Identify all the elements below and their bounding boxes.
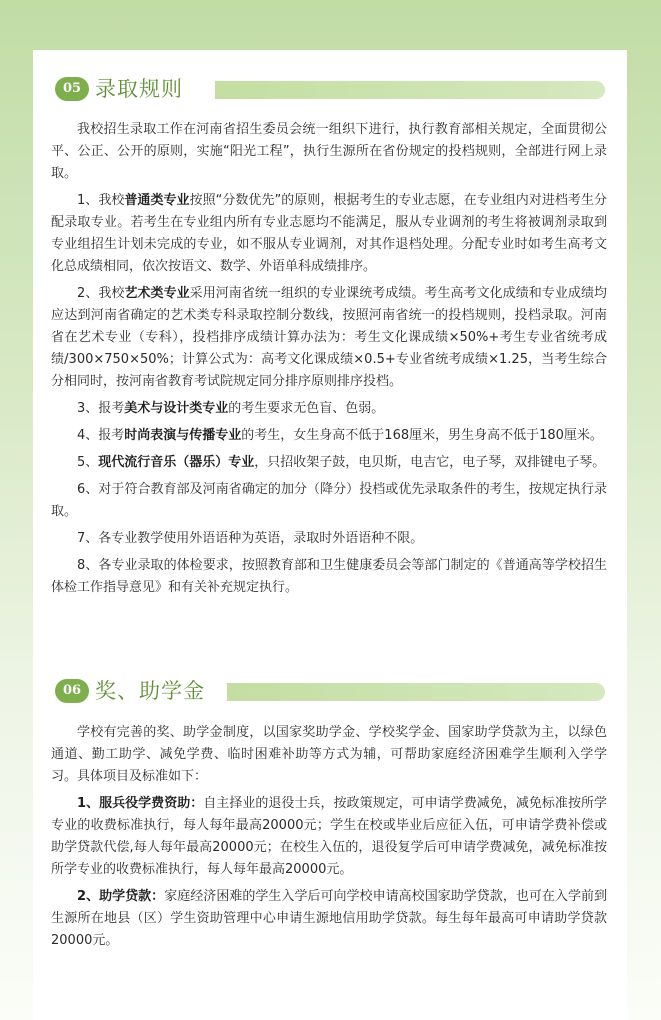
paragraph: [51, 190, 607, 278]
paragraph: [51, 119, 607, 185]
paragraph-text: 5、: [77, 455, 99, 470]
section-header-bar: [227, 683, 605, 701]
paragraph: [51, 452, 607, 474]
paragraph: [51, 398, 607, 420]
emphasis-text: 1、服兵役学费资助：: [77, 796, 204, 811]
paragraph-text: 4、报考: [77, 428, 125, 443]
emphasis-text: 现代流行音乐（器乐）专业: [98, 455, 255, 470]
paragraph-text: 7、各专业教学使用外语语种为英语，录取时外语语种不限。: [77, 531, 424, 546]
section-header-scholarships: [55, 676, 605, 706]
emphasis-text: 2、助学贷款：: [77, 889, 165, 904]
paragraph: [51, 886, 607, 952]
paragraph-text: 自主择业的退役士兵，按政策规定，可申请学费减免，减免标准按所学专业的收费标准执行，每人每年最高20000元；学生在校或毕业后应征入伍，可申请学费补偿或助学贷款代偿,每人每年最高20000元；在校生入伍的，退役复学后可申请学费减免，减免标准按所学专业的收费标准执行，每人每年最高20000元。: [51, 796, 607, 877]
paragraph-text: 的考生要求无色盲、色弱。: [228, 401, 385, 416]
paragraph: [51, 479, 607, 523]
paragraph: [51, 555, 607, 599]
paragraph: [51, 528, 607, 550]
paragraph-text: 8、各专业录取的体检要求，按照教育部和卫生健康委员会等部门制定的《普通高等学校招生体检工作指导意见》和有关补充规定执行。: [51, 558, 607, 595]
section-number-badge: 06: [55, 679, 89, 703]
emphasis-text: 普通类专业: [124, 193, 190, 208]
paragraph-text: 采用河南省统一组织的专业课统考成绩。考生高考文化成绩和专业成绩均应达到河南省确定的艺术类专科录取控制分数线，按照河南省统一的投档规则，投档录取。河南省在艺术专业（专科），投档排序成绩计算办法为：考生文化课成绩×50%+考生专业省统考成绩/300×750×50%；计算公式为：高考文化课成绩×0.5+专业省统考成绩×1.25，当考生综合分相同时，按河南省教育考试院规定同分排序原则排序投档。: [51, 286, 607, 389]
scholarships-body: [51, 722, 607, 957]
section-title: 录取规则: [95, 77, 183, 101]
paragraph: [51, 722, 607, 788]
paragraph-text: 3、报考: [77, 401, 125, 416]
paragraph: [51, 283, 607, 393]
section-title: 奖、助学金: [95, 679, 205, 703]
emphasis-text: 时尚表演与传播专业: [124, 428, 242, 443]
paragraph: [51, 425, 607, 447]
paragraph-text: 6、对于符合教育部及河南省确定的加分（降分）投档或优先录取条件的考生，按规定执行录取。: [51, 482, 607, 519]
admission-rules-body: [51, 119, 607, 604]
paragraph-text: 学校有完善的奖、助学金制度，以国家奖助学金、学校奖学金、国家助学贷款为主，以绿色通道、勤工助学、减免学费、临时困难补助等方式为辅，可帮助家庭经济困难学生顺利入学学习。具体项目及标准如下：: [51, 725, 607, 784]
paragraph-text: 按照“分数优先”的原则，根据考生的专业志愿，在专业组内对进档考生分配录取专业。若考生在专业组内所有专业志愿均不能满足，服从专业调剂的考生将被调剂录取到专业组招生计划未完成的专业，如不服从专业调剂，对其作退档处理。分配专业时如考生高考文化总成绩相同，依次按语文、数学、外语单科成绩排序。: [51, 193, 607, 274]
content-card: [33, 50, 627, 1020]
section-header-bar: [215, 81, 605, 99]
section-header-admission-rules: [55, 74, 605, 104]
paragraph-text: 家庭经济困难的学生入学后可向学校申请高校国家助学贷款，也可在入学前到生源所在地县（区）学生资助管理中心申请生源地信用助学贷款。每生每年最高可申请助学贷款20000元。: [51, 889, 607, 948]
section-number-badge: 05: [55, 77, 89, 101]
paragraph-text: ，只招收架子鼓，电贝斯，电吉它，电子琴，双排键电子琴。: [254, 455, 606, 470]
paragraph-text: 1、我校: [77, 193, 125, 208]
paragraph-text: 的考生，女生身高不低于168厘米，男生身高不低于180厘米。: [241, 428, 603, 443]
paragraph-text: 2、我校: [77, 286, 125, 301]
paragraph: [51, 793, 607, 881]
emphasis-text: 艺术类专业: [124, 286, 190, 301]
emphasis-text: 美术与设计类专业: [124, 401, 229, 416]
paragraph-text: 我校招生录取工作在河南省招生委员会统一组织下进行，执行教育部相关规定，全面贯彻公平、公正、公开的原则，实施“阳光工程”，执行生源所在省份规定的投档规则，全部进行网上录取。: [51, 122, 607, 181]
